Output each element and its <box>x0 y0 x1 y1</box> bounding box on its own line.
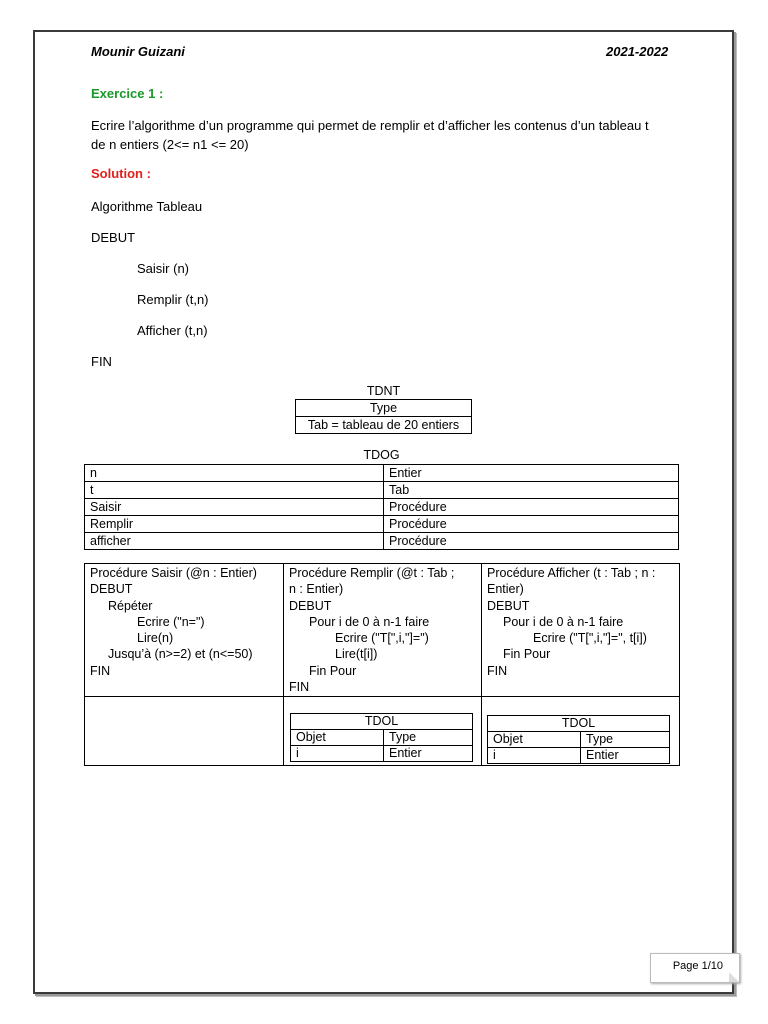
tdog-object: Remplir <box>85 516 384 533</box>
tdol-type: Entier <box>384 746 473 762</box>
algorithm-end: FIN <box>91 354 112 369</box>
tdol-header-type: Type <box>581 732 670 748</box>
tdol-table-remplir <box>290 713 473 762</box>
algorithm-begin: DEBUT <box>91 230 136 245</box>
proc-line: DEBUT <box>289 598 332 613</box>
table-row <box>85 465 679 482</box>
tdog-type: Entier <box>384 465 679 482</box>
tdol-table-afficher <box>487 715 670 764</box>
school-year: 2021-2022 <box>606 44 669 59</box>
proc-line: Pour i de 0 à n-1 faire <box>503 614 624 629</box>
algorithm-step-1: Saisir (n) <box>137 261 190 276</box>
proc-line: Procédure Saisir (@n : Entier) <box>90 566 257 580</box>
tdol-header-objet: Objet <box>488 732 581 748</box>
proc-line: FIN <box>90 663 111 678</box>
tdog-object: Saisir <box>85 499 384 516</box>
table-row <box>85 516 679 533</box>
page-fold-icon <box>729 972 739 982</box>
page-number: Page 1/10 <box>672 960 723 972</box>
proc-line: Ecrire ("T[",i,"]=") <box>335 631 429 646</box>
proc-line: DEBUT <box>487 598 530 613</box>
proc-line: n : Entier) <box>289 582 344 597</box>
tdog-object: n <box>85 465 384 482</box>
tdnt-header: Type <box>296 400 472 417</box>
statement-line-2: de n entiers (2<= n1 <= 20) <box>91 137 249 152</box>
proc-line: Procédure Afficher (t : Tab ; n : <box>487 566 656 580</box>
statement-line-1: Ecrire l’algorithme d’un programme qui permet de remplir et d’afficher les contenus d’un tableau t <box>91 118 649 133</box>
tdog-caption: TDOG <box>363 448 400 462</box>
exercise-statement <box>91 116 691 154</box>
algorithm-step-2: Remplir (t,n) <box>137 292 209 307</box>
proc-line: DEBUT <box>90 582 133 597</box>
tdol-header-type: Type <box>384 730 473 746</box>
procedure-remplir <box>284 564 482 697</box>
proc-line: FIN <box>289 680 310 695</box>
tdol-caption: TDOL <box>488 716 670 732</box>
tdog-type: Procédure <box>384 516 679 533</box>
solution-title: Solution : <box>91 166 151 181</box>
proc-line: Lire(n) <box>137 631 174 646</box>
proc-line: Procédure Remplir (@t : Tab ; <box>289 566 455 580</box>
table-row <box>85 482 679 499</box>
proc-line: Ecrire ("T[",i,"]=", t[i]) <box>533 631 647 646</box>
tdog-type: Procédure <box>384 499 679 516</box>
tdol-header-objet: Objet <box>291 730 384 746</box>
tdog-type: Tab <box>384 482 679 499</box>
proc-line: Répéter <box>108 598 153 613</box>
proc-line: Ecrire ("n=") <box>137 614 205 629</box>
proc-line: Lire(t[i]) <box>335 647 378 662</box>
empty-cell <box>85 697 284 766</box>
tdog-type: Procédure <box>384 533 679 550</box>
tdog-table <box>84 464 679 550</box>
tdnt-caption: TDNT <box>366 384 401 398</box>
procedures-table <box>84 563 680 766</box>
tdol-caption: TDOL <box>291 714 473 730</box>
tdol-cell-afficher <box>482 697 680 766</box>
author-name: Mounir Guizani <box>91 44 185 59</box>
table-row <box>85 533 679 550</box>
exercise-title: Exercice 1 : <box>91 86 164 101</box>
tdol-object: i <box>488 748 581 764</box>
procedure-afficher <box>482 564 680 697</box>
proc-line: Fin Pour <box>503 647 551 662</box>
proc-line: FIN <box>487 663 508 678</box>
proc-line: Entier) <box>487 582 524 597</box>
procedure-saisir <box>85 564 284 697</box>
tdog-object: t <box>85 482 384 499</box>
tdol-object: i <box>291 746 384 762</box>
proc-line: Fin Pour <box>309 663 357 678</box>
page-number-box <box>650 953 740 983</box>
tdol-type: Entier <box>581 748 670 764</box>
proc-line: Jusqu’à (n>=2) et (n<=50) <box>108 647 253 662</box>
proc-line: Pour i de 0 à n-1 faire <box>309 614 430 629</box>
tdnt-row: Tab = tableau de 20 entiers <box>296 417 472 434</box>
table-row <box>85 499 679 516</box>
tdnt-table <box>295 399 472 434</box>
tdog-object: afficher <box>85 533 384 550</box>
tdol-cell-remplir <box>284 697 482 766</box>
algorithm-name: Algorithme Tableau <box>91 199 203 214</box>
algorithm-step-3: Afficher (t,n) <box>137 323 208 338</box>
